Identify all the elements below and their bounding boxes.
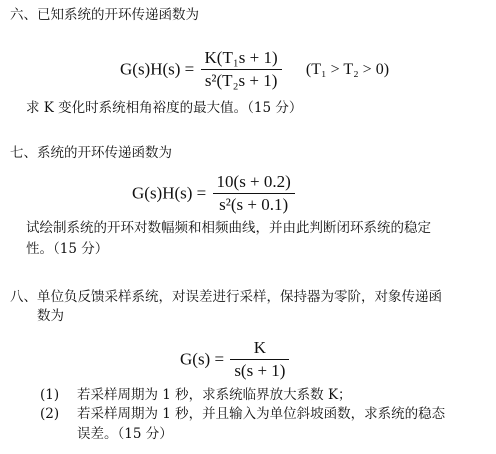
q8-item1-label: (1) — [40, 387, 60, 403]
q8-item1-text: 若采样周期为 1 秒，求系统临界放大系数 K； — [77, 387, 352, 403]
q6-formula-lhs: G(s)H(s) = — [120, 59, 195, 79]
q7-heading: 七、系统的开环传递函数为 — [10, 145, 172, 161]
q6-heading: 六、已知系统的开环传递函数为 — [10, 7, 199, 23]
q7-formula-numerator: 10(s + 0.2) — [213, 172, 295, 194]
q6-formula-denominator: s²(T₂s + 1) — [204, 71, 278, 90]
q8-item2-text-line2: 误差。（15 分） — [77, 426, 173, 442]
q8-formula-fraction — [230, 338, 289, 381]
q8-heading-line1: 八、单位负反馈采样系统，对误差进行采样，保持器为零阶，对象传递函 — [10, 289, 442, 305]
q7-text-line2: 性。（15 分） — [26, 241, 109, 257]
q8-heading-line2: 数为 — [37, 308, 64, 324]
q7-text-line1: 试绘制系统的开环对数幅频和相频曲线，并由此判断闭环系统的稳定 — [26, 220, 431, 236]
q6-formula-condition: (T₁ > T₂ > 0) — [305, 60, 390, 78]
q7-formula-denominator: s²(s + 0.1) — [219, 195, 289, 214]
q8-item2-text-line1: 若采样周期为 1 秒，并且输入为单位斜坡函数，求系统的稳态 — [77, 406, 446, 422]
q8-formula-lhs: G(s) = — [180, 349, 225, 369]
q6-text: 求 K 变化时系统相角裕度的最大值。（15 分） — [26, 100, 303, 116]
q7-formula-fraction — [213, 172, 295, 215]
q8-item2-label: (2) — [40, 406, 60, 422]
q8-formula-denominator: s(s + 1) — [234, 361, 286, 380]
q8-formula — [180, 338, 291, 381]
q7-formula — [132, 172, 297, 215]
q6-formula-fraction — [201, 48, 282, 91]
q6-formula — [120, 48, 389, 91]
q8-formula-numerator: K — [230, 338, 289, 360]
q6-formula-numerator: K(T₁s + 1) — [201, 48, 282, 70]
q7-formula-lhs: G(s)H(s) = — [132, 183, 207, 203]
